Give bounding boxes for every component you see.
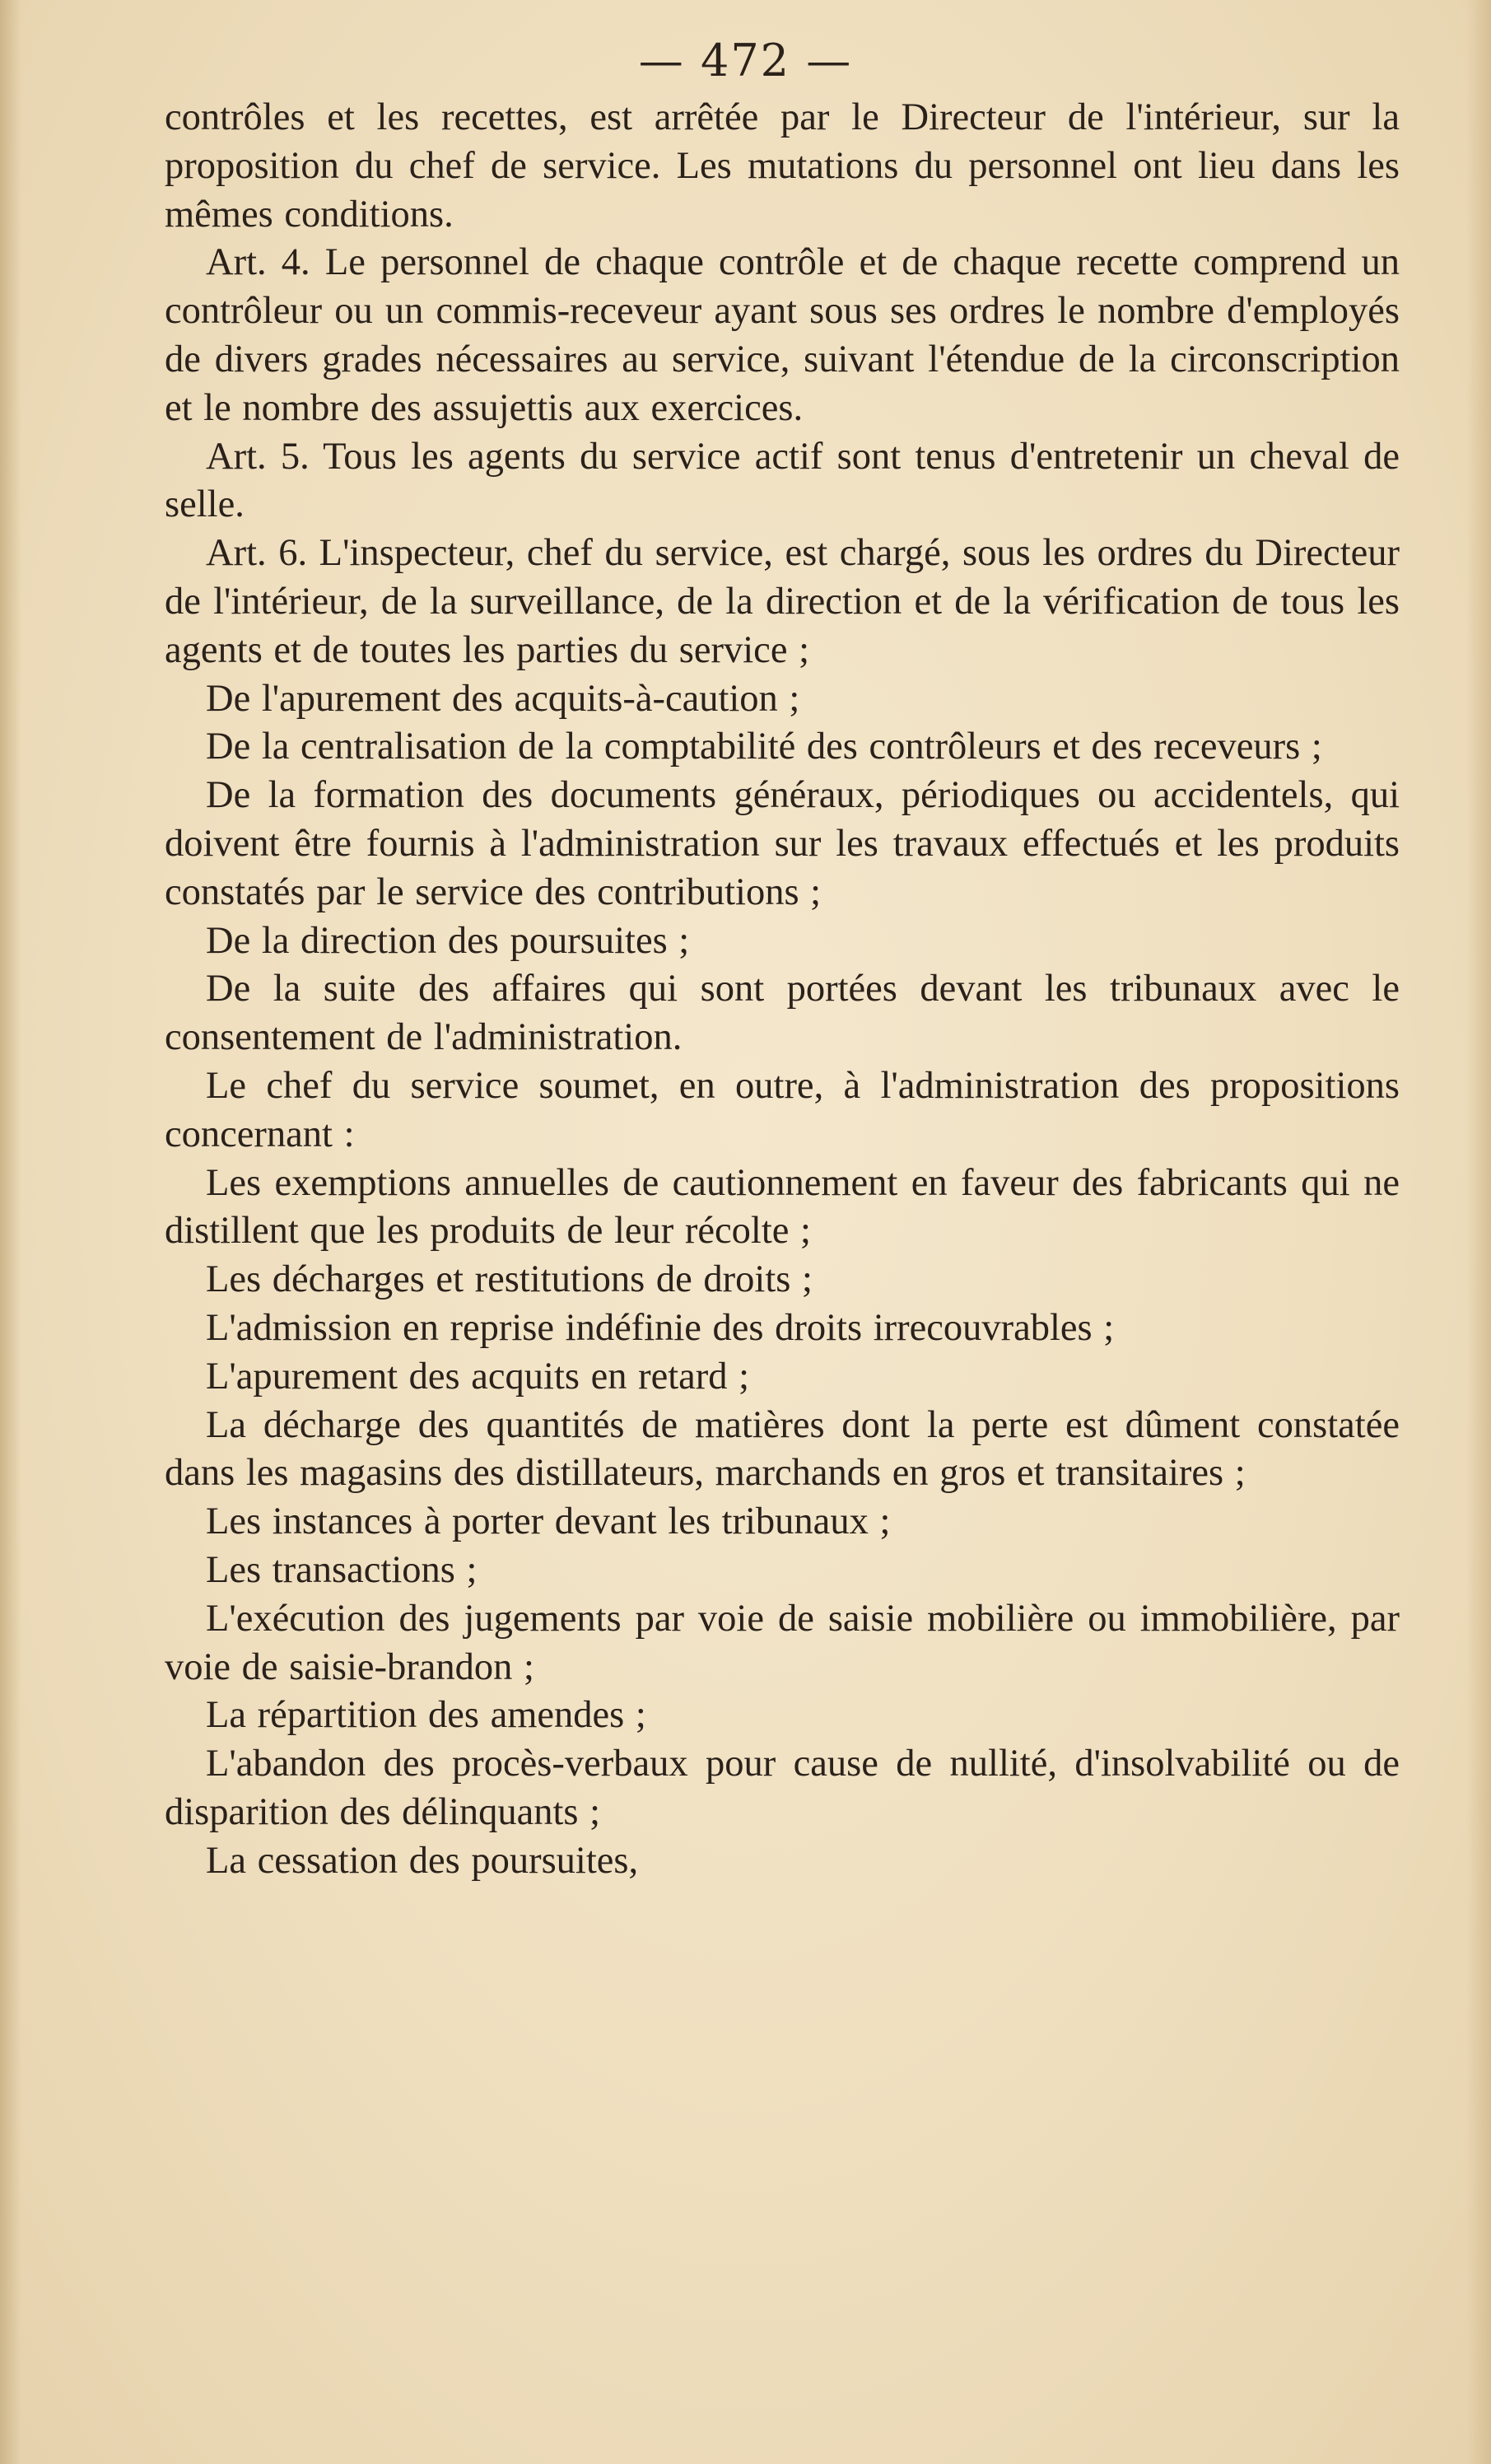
list-item: Les transactions ; xyxy=(206,1548,478,1591)
list-item: Les exemptions annuelles de cautionnement en faveur des fabricants qui ne distillent que les produits de leur récolte ; xyxy=(165,1161,1400,1253)
list-item: De la suite des affaires qui sont portées devant les tribunaux avec le consentement de l'administration. xyxy=(165,968,1400,1059)
list-item: L'admission en reprise indéfinie des droits irrecouvrables ; xyxy=(206,1306,1115,1349)
list-item: L'abandon des procès-verbaux pour cause de nullité, d'insolvabilité ou de disparition des délinquants ; xyxy=(165,1743,1400,1833)
body-text xyxy=(165,94,1400,1885)
list-item: L'apurement des acquits en retard ; xyxy=(206,1355,750,1398)
list-item: De la centralisation de la comptabilité des contrôleurs et des receveurs ; xyxy=(206,726,1322,768)
list-item: Les décharges et restitutions de droits ; xyxy=(206,1258,813,1301)
list-item: Les instances à porter devant les tribunaux ; xyxy=(206,1500,891,1543)
list-item: La cessation des poursuites, xyxy=(206,1839,639,1882)
paragraph-continuation: contrôles et les recettes, est arrêtée par le Directeur de l'intérieur, sur la proposition du chef de service. Les mutations du personnel ont lieu dans les mêmes conditions. xyxy=(165,96,1400,236)
page-left-edge-shadow xyxy=(0,0,21,2464)
list-item: De la direction des poursuites ; xyxy=(206,919,690,962)
paragraph-propositions: Le chef du service soumet, en outre, à l'administration des propositions concernant : xyxy=(165,1064,1400,1155)
paragraph-article-4: Art. 4. Le personnel de chaque contrôle et de chaque recette comprend un contrôleur ou un commis-receveur ayant sous ses ordres le nombre d'employés de divers grades nécessaires au service, suivant l'étendue de la circonscription et le nombre des assujettis aux exercices. xyxy=(165,241,1400,429)
list-item: De l'apurement des acquits-à-caution ; xyxy=(206,677,800,720)
list-item: La décharge des quantités de matières dont la perte est dûment constatée dans les magasins des distillateurs, marchands en gros et transitaires ; xyxy=(165,1403,1400,1495)
page-right-edge-shadow xyxy=(1466,0,1491,2464)
list-item: La répartition des amendes ; xyxy=(206,1694,646,1737)
list-item: L'exécution des jugements par voie de saisie mobilière ou immobilière, par voie de saisie-brandon ; xyxy=(165,1597,1400,1688)
paragraph-article-6: Art. 6. L'inspecteur, chef du service, est chargé, sous les ordres du Directeur de l'intérieur, de la surveillance, de la direction et de la vérification de tous les agents et de toutes les parties du service ; xyxy=(165,532,1400,671)
list-item: De la formation des documents généraux, périodiques ou accidentels, qui doivent être fournis à l'administration sur les travaux effectués et les produits constatés par le service des contributions ; xyxy=(165,774,1400,913)
paragraph-article-5: Art. 5. Tous les agents du service actif sont tenus d'entretenir un cheval de selle. xyxy=(165,435,1400,526)
page-number: — 472 — xyxy=(638,35,853,86)
